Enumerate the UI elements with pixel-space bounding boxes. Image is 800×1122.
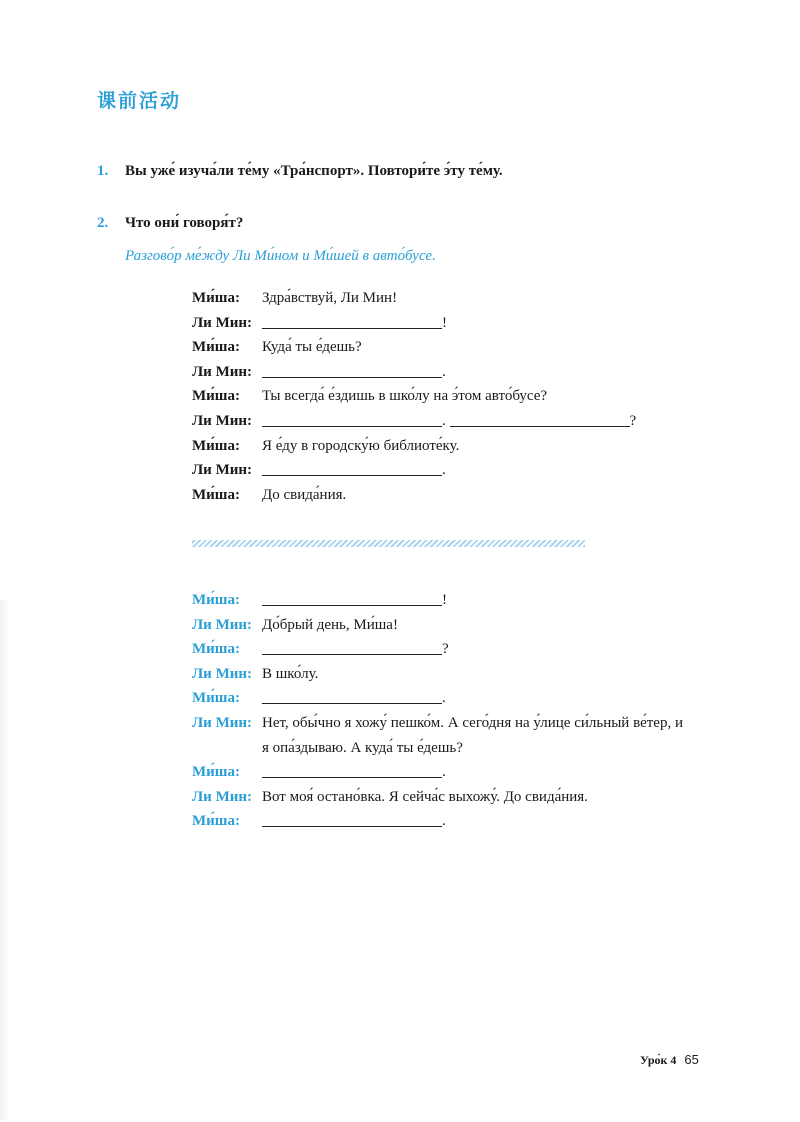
task-1-number: 1. bbox=[97, 163, 109, 179]
dialogue-line bbox=[262, 335, 732, 360]
dialogue-row bbox=[192, 434, 732, 459]
task-2-text: Что они́ говоря́т? bbox=[125, 215, 244, 231]
line-text: До́брый день, Ми́ша! bbox=[262, 616, 398, 633]
dialogue-line bbox=[262, 662, 732, 687]
page-number: 65 bbox=[684, 1052, 699, 1067]
line-text: Здра́вствуй, Ли Мин! bbox=[262, 290, 398, 306]
speaker-label: Ми́ша: bbox=[192, 486, 240, 503]
answer-blank[interactable] bbox=[262, 411, 442, 427]
blank-punctuation: . bbox=[442, 412, 446, 429]
dialogue-line bbox=[262, 760, 732, 785]
blank-punctuation: ? bbox=[442, 641, 449, 658]
dialogue-row bbox=[192, 637, 732, 662]
dialogue-2 bbox=[192, 588, 732, 834]
answer-blank[interactable] bbox=[262, 460, 442, 476]
answer-blank[interactable] bbox=[262, 811, 442, 827]
speaker-spacer bbox=[192, 736, 262, 761]
task-2-subtitle: Разгово́р ме́жду Ли Ми́ном и Ми́шей в авто́бусе. bbox=[125, 248, 436, 264]
line-text: Куда́ ты е́дешь? bbox=[262, 339, 362, 356]
line-text: До свида́ния. bbox=[262, 486, 347, 503]
dialogue-row bbox=[192, 286, 732, 311]
dialogue-line bbox=[262, 458, 732, 483]
dialogue-line bbox=[262, 483, 732, 508]
dialogue-line bbox=[262, 434, 732, 459]
dialogue-row bbox=[192, 686, 732, 711]
line-text: Нет, обы́чно я хожу́ пешко́м. А сего́дня на у́лице си́льный ве́тер, и bbox=[262, 714, 683, 731]
dialogue-line bbox=[262, 311, 732, 336]
dialogue-row bbox=[192, 483, 732, 508]
dialogue-line bbox=[262, 588, 732, 613]
dialogue-line bbox=[262, 384, 732, 409]
blank-punctuation: ! bbox=[442, 314, 447, 331]
dialogue-row bbox=[192, 760, 732, 785]
line-text: В шко́лу. bbox=[262, 665, 319, 682]
answer-blank[interactable] bbox=[262, 313, 442, 329]
section-title: 课前活动 bbox=[97, 90, 182, 112]
task-2-number: 2. bbox=[97, 215, 109, 231]
dialogue-line bbox=[262, 286, 732, 311]
speaker-label: Ли Мин: bbox=[192, 314, 253, 331]
line-text: Вот моя́ остано́вка. Я сейча́с выхожу́. До свида́ния. bbox=[262, 788, 588, 805]
blank-punctuation: ? bbox=[629, 412, 637, 429]
dialogue-divider bbox=[192, 540, 585, 547]
speaker-label: Ли Мин: bbox=[192, 665, 253, 682]
speaker-label: Ми́ша: bbox=[192, 592, 240, 608]
speaker-label: Ми́ша: bbox=[192, 437, 240, 454]
answer-blank[interactable] bbox=[262, 639, 442, 655]
speaker-label: Ли Мин: bbox=[192, 462, 253, 479]
speaker-label: Ми́ша: bbox=[192, 339, 240, 356]
lesson-label: Уро́к 4 bbox=[640, 1053, 677, 1067]
dialogue-line bbox=[262, 809, 732, 834]
dialogue-line bbox=[262, 711, 732, 736]
task-1-text: Вы уже́ изуча́ли те́му «Тра́нспорт». Повтори́те э́ту те́му. bbox=[125, 163, 503, 179]
dialogue-line bbox=[262, 686, 732, 711]
speaker-label: Ми́ша: bbox=[192, 764, 240, 781]
speaker-label: Ли Мин: bbox=[192, 788, 253, 805]
speaker-label: Ми́ша: bbox=[192, 813, 240, 830]
dialogue-row bbox=[192, 458, 732, 483]
answer-blank[interactable] bbox=[262, 688, 442, 704]
dialogue-row bbox=[192, 711, 732, 736]
dialogue-row bbox=[192, 588, 732, 613]
speaker-label: Ми́ша: bbox=[192, 690, 240, 707]
speaker-label: Ми́ша: bbox=[192, 641, 240, 658]
dialogue-row bbox=[192, 360, 732, 385]
dialogue-row bbox=[192, 785, 732, 810]
page-footer bbox=[640, 1052, 699, 1068]
dialogue-row bbox=[192, 809, 732, 834]
dialogue-1 bbox=[192, 286, 732, 507]
dialogue-row bbox=[192, 613, 732, 638]
speaker-label: Ли Мин: bbox=[192, 363, 253, 380]
speaker-label: Ли Мин: bbox=[192, 714, 253, 731]
dialogue-line bbox=[262, 785, 732, 810]
answer-blank[interactable] bbox=[262, 590, 442, 606]
dialogue-row bbox=[192, 384, 732, 409]
blank-punctuation: . bbox=[442, 462, 446, 479]
dialogue-line bbox=[262, 637, 732, 662]
dialogue-line bbox=[262, 613, 732, 638]
dialogue-row-continuation bbox=[192, 736, 732, 761]
dialogue-row bbox=[192, 662, 732, 687]
task-1 bbox=[97, 163, 503, 180]
answer-blank[interactable] bbox=[262, 362, 442, 378]
answer-blank[interactable] bbox=[262, 762, 442, 778]
blank-punctuation: ! bbox=[442, 592, 447, 608]
speaker-label: Ли Мин: bbox=[192, 616, 253, 633]
blank-punctuation: . bbox=[442, 690, 446, 707]
task-2 bbox=[97, 215, 243, 232]
blank-punctuation: . bbox=[442, 764, 446, 781]
dialogue-row bbox=[192, 335, 732, 360]
dialogue-line bbox=[262, 360, 732, 385]
line-text: Ты всегда́ е́здишь в шко́лу на э́том авто́бусе? bbox=[262, 388, 548, 405]
dialogue-line bbox=[262, 409, 732, 434]
page-edge-shading bbox=[0, 600, 10, 1120]
speaker-label: Ми́ша: bbox=[192, 388, 240, 405]
dialogue-row bbox=[192, 311, 732, 336]
blank-punctuation: . bbox=[442, 813, 446, 830]
answer-blank[interactable] bbox=[450, 411, 630, 427]
speaker-label: Ми́ша: bbox=[192, 290, 240, 306]
line-text: Я е́ду в городску́ю библиоте́ку. bbox=[262, 437, 460, 454]
blank-punctuation: . bbox=[442, 363, 446, 380]
line-text: я опа́здываю. А куда́ ты е́дешь? bbox=[262, 739, 463, 756]
dialogue-row bbox=[192, 409, 732, 434]
speaker-label: Ли Мин: bbox=[192, 412, 253, 429]
